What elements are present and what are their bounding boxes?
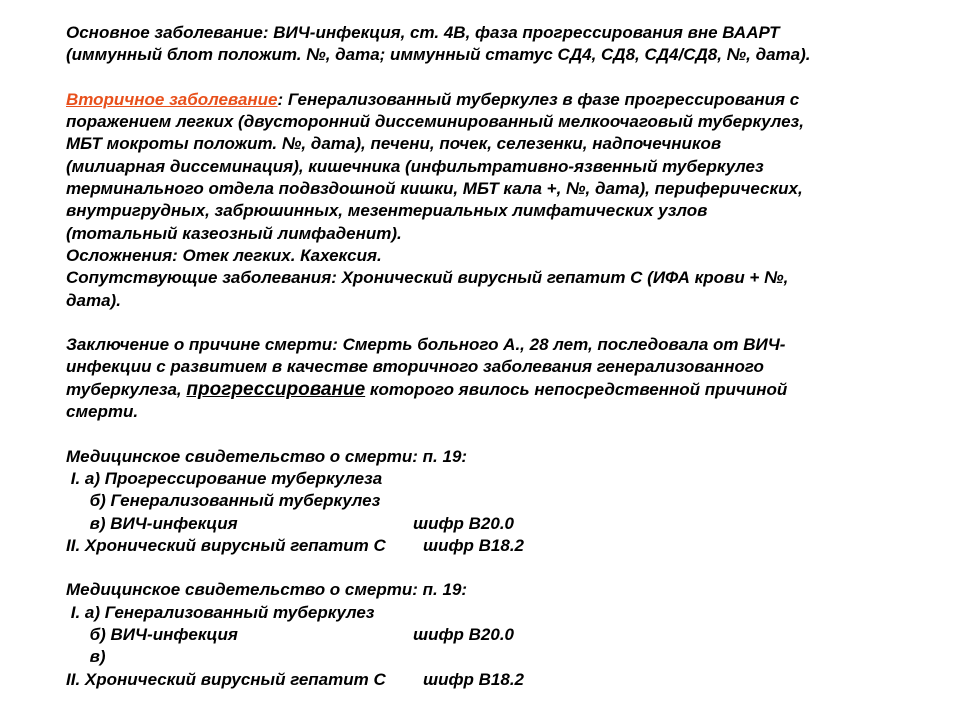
complications: Осложнения: Отек легких. Кахексия. — [66, 245, 382, 265]
spacer — [66, 312, 886, 334]
secondary-line-4: (милиарная диссеминация), кишечника (инфильтративно-язвенный туберкулез — [66, 156, 764, 176]
certificate-1-item-c-text: в) ВИЧ-инфекция — [66, 513, 238, 533]
certificate-2-title: Медицинское свидетельство о смерти: п. 19: — [66, 580, 468, 600]
secondary-line-5: терминального отдела подвздошной кишки, МБТ кала +, №, дата), периферических, — [66, 179, 803, 199]
secondary-label: Вторичное заболевание — [66, 89, 278, 109]
certificate-1-title: Медицинское свидетельство о смерти: п. 19: — [66, 446, 468, 466]
comorbid-line-2: дата). — [66, 290, 121, 310]
conclusion-line-2: инфекции с развитием в качестве вторичного заболевания генерализованного — [66, 357, 764, 377]
main-disease-line-2: (иммунный блот положит. №, дата; иммунный статус СД4, СД8, СД4/СД8, №, дата). — [66, 45, 811, 65]
secondary-line-6: внутригрудных, забрюшинных, мезентериальных лимфатических узлов — [66, 201, 708, 221]
spacer — [66, 557, 886, 579]
certificate-1-item-a: I. а) Прогрессирование туберкулеза — [66, 468, 383, 488]
conclusion-line-4: смерти. — [66, 402, 139, 422]
certificate-1-item-ii-text: II. Хронический вирусный гепатит С — [66, 535, 386, 555]
certificate-1-item-ii — [66, 535, 886, 557]
conclusion-line-3-post: которого явилось непосредственной причиной — [365, 379, 788, 399]
certificate-2-item-ii-text: II. Хронический вирусный гепатит С — [66, 669, 386, 689]
certificate-1-item-b: б) Генерализованный туберкулез — [66, 491, 381, 511]
certificate-1-item-c — [66, 513, 886, 535]
conclusion-line-1: Заключение о причине смерти: Смерть больного А., 28 лет, последовала от ВИЧ- — [66, 335, 786, 355]
spacer — [66, 67, 886, 89]
spacer — [66, 423, 886, 445]
secondary-line-2: поражением легких (двусторонний диссеминированный мелкоочаговый туберкулез, — [66, 112, 804, 132]
certificate-2-item-b — [66, 624, 886, 646]
slide-content — [66, 22, 886, 691]
certificate-2-item-ii — [66, 669, 886, 691]
main-disease-line-1: Основное заболевание: ВИЧ-инфекция, ст. 4В, фаза прогрессирования вне ВААРТ — [66, 23, 780, 42]
conclusion-line-3-pre: туберкулеза, — [66, 379, 187, 399]
certificate-2-item-a: I. а) Генерализованный туберкулез — [66, 602, 375, 622]
certificate-1-item-ii-code: шифр В18.2 — [423, 535, 525, 555]
secondary-line-1-rest: : Генерализованный туберкулез в фазе прогрессирования с — [277, 89, 800, 109]
conclusion-line-3 — [66, 379, 886, 401]
comorbid-line-1: Сопутствующие заболевания: Хронический вирусный гепатит С (ИФА крови + №, — [66, 268, 789, 288]
certificate-1-item-c-code: шифр В20.0 — [413, 513, 515, 533]
certificate-2-item-b-text: б) ВИЧ-инфекция — [66, 625, 238, 645]
certificate-2-item-b-code: шифр В20.0 — [413, 625, 515, 645]
secondary-line-1 — [66, 89, 886, 111]
certificate-2-item-c: в) — [66, 647, 106, 667]
certificate-2-item-ii-code: шифр В18.2 — [423, 669, 525, 689]
conclusion-emphasis: прогрессирование — [186, 378, 366, 400]
secondary-line-3: МБТ мокроты положит. №, дата), печени, почек, селезенки, надпочечников — [66, 134, 722, 154]
secondary-line-7: (тотальный казеозный лимфаденит). — [66, 223, 402, 243]
